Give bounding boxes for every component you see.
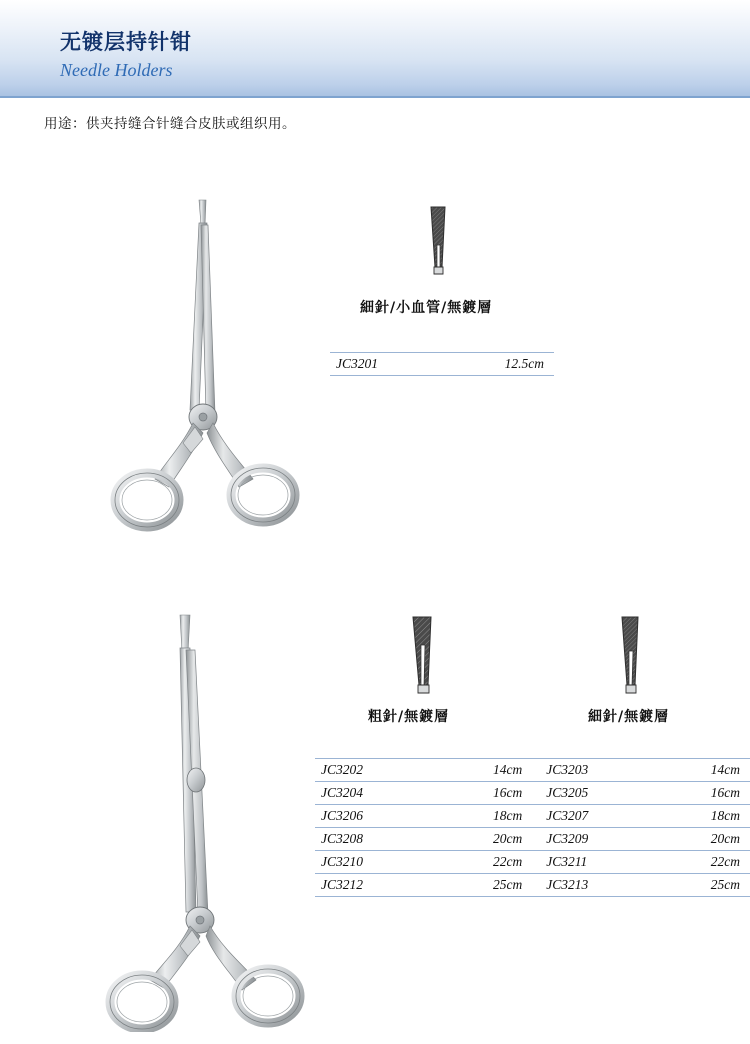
product-size: 22cm bbox=[638, 851, 750, 874]
product-size: 22cm bbox=[413, 851, 533, 874]
table-row[interactable] bbox=[315, 805, 750, 828]
product-code: JC3206 bbox=[315, 805, 413, 828]
product-size: 25cm bbox=[413, 874, 533, 897]
jaw-caption-bottom-right: 細針/無鍍層 bbox=[588, 709, 670, 725]
jaw-detail-fine-2-icon bbox=[608, 615, 652, 705]
jaw-detail-coarse-icon bbox=[398, 615, 446, 705]
jaw-detail-fine-icon bbox=[418, 205, 458, 285]
spec-table-top bbox=[330, 352, 554, 376]
usage-description: 用途：供夹持缝合针缝合皮肤或组织用。 bbox=[44, 116, 296, 132]
page-subtitle: Needle Holders bbox=[60, 60, 173, 80]
product-size: 20cm bbox=[413, 828, 533, 851]
product-code: JC3210 bbox=[315, 851, 413, 874]
jaw-caption-bottom-left: 粗針/無鍍層 bbox=[368, 709, 450, 725]
product-code: JC3203 bbox=[532, 759, 638, 782]
product-code: JC3211 bbox=[532, 851, 638, 874]
header-divider bbox=[0, 96, 750, 98]
product-code: JC3205 bbox=[532, 782, 638, 805]
product-code: JC3201 bbox=[330, 353, 430, 376]
table-row[interactable] bbox=[315, 828, 750, 851]
table-row[interactable] bbox=[315, 851, 750, 874]
product-size: 18cm bbox=[413, 805, 533, 828]
product-code: JC3212 bbox=[315, 874, 413, 897]
table-row[interactable] bbox=[315, 759, 750, 782]
product-size: 14cm bbox=[638, 759, 750, 782]
product-code: JC3204 bbox=[315, 782, 413, 805]
product-size: 16cm bbox=[638, 782, 750, 805]
product-size: 25cm bbox=[638, 874, 750, 897]
product-code: JC3209 bbox=[532, 828, 638, 851]
spec-table-bottom bbox=[315, 758, 750, 897]
product-size: 14cm bbox=[413, 759, 533, 782]
product-code: JC3207 bbox=[532, 805, 638, 828]
product-code: JC3208 bbox=[315, 828, 413, 851]
product-size: 16cm bbox=[413, 782, 533, 805]
jaw-caption-top: 細針/小血管/無鍍層 bbox=[360, 300, 493, 316]
product-size: 18cm bbox=[638, 805, 750, 828]
product-size: 12.5cm bbox=[430, 353, 554, 376]
product-code: JC3202 bbox=[315, 759, 413, 782]
needle-holder-long-illustration bbox=[100, 612, 335, 1032]
table-row[interactable] bbox=[315, 874, 750, 897]
table-row[interactable] bbox=[330, 353, 554, 376]
page-title: 无镀层持针钳 bbox=[60, 30, 192, 54]
needle-holder-short-illustration bbox=[95, 195, 325, 550]
table-row[interactable] bbox=[315, 782, 750, 805]
product-size: 20cm bbox=[638, 828, 750, 851]
product-code: JC3213 bbox=[532, 874, 638, 897]
